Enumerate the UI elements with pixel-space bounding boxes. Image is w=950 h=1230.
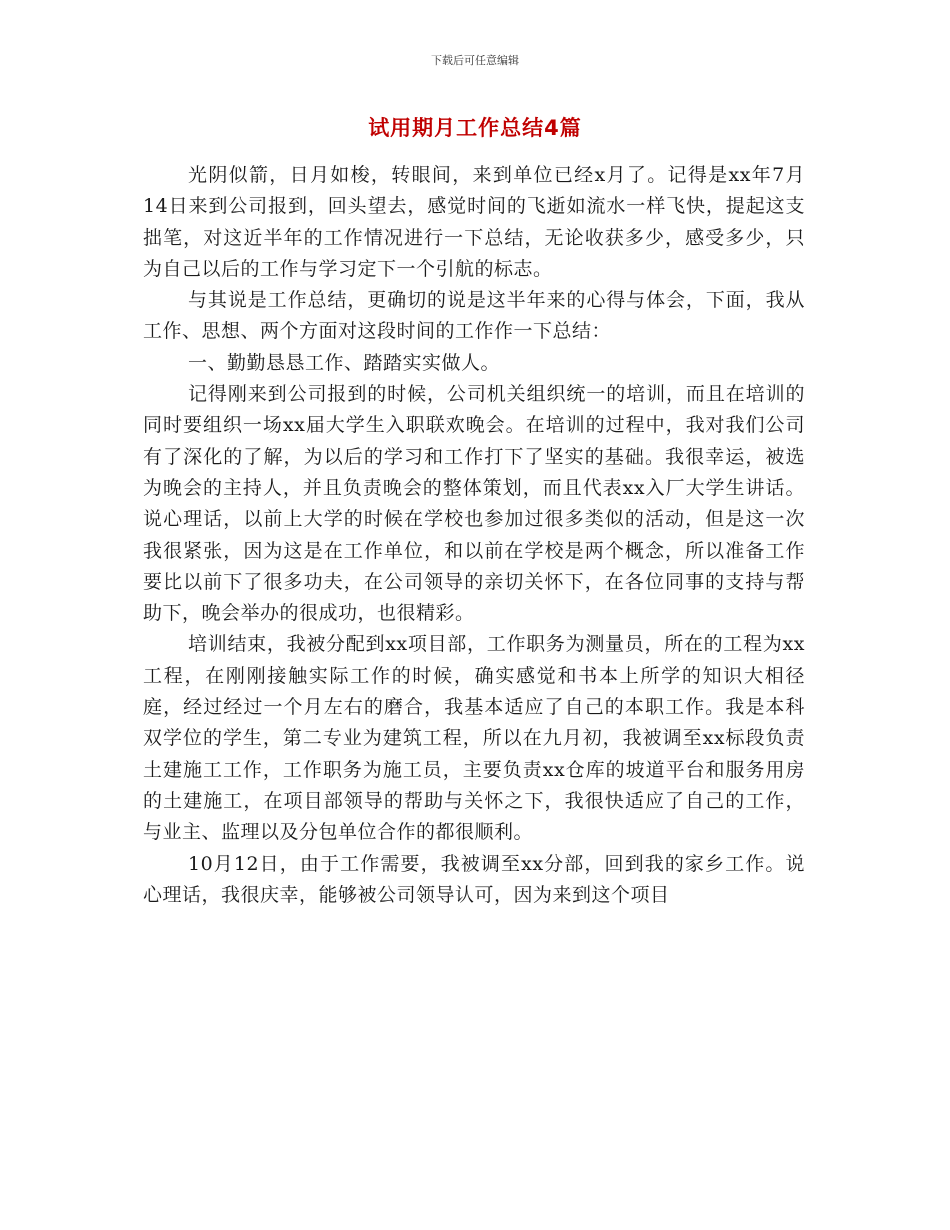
paragraph: 与其说是工作总结，更确切的说是这半年来的心得与体会，下面，我从工作、思想、两个方面对这段时间的工作作一下总结： [143,289,805,343]
paragraph: 培训结束，我被分配到xx项目部，工作职务为测量员，所在的工程为xx工程，在刚刚接触实际工作的时候，确实感觉和书本上所学的知识大相径庭，经过经过一个月左右的磨合，我基本适应了自己的本职工作。我是本科双学位的学生，第二专业为建筑工程，所以在九月初，我被调至xx标段负责土建施工工作，工作职务为施工员，主要负责xx仓库的坡道平台和服务用房的土建施工，在项目部领导的帮助与关怀之下，我很快适应了自己的工作，与业主、监理以及分包单位合作的都很顺利。 [143,633,805,844]
section-heading: 一、勤勤恳恳工作、踏踏实实做人。 [188,351,501,374]
paragraph: 10月12日，由于工作需要，我被调至xx分部，回到我的家乡工作。说心理话，我很庆幸，能够被公司领导认可，因为来到这个项目 [143,852,805,906]
document-title: 试用期月工作总结4篇 [368,116,582,140]
document-body [143,160,805,911]
paragraph: 记得刚来到公司报到的时候，公司机关组织统一的培训，而且在培训的同时要组织一场xx届大学生入职联欢晚会。在培训的过程中，我对我们公司有了深化的了解，为以后的学习和工作打下了坚实的基础。我很幸运，被选为晚会的主持人，并且负责晚会的整体策划，而且代表xx入厂大学生讲话。说心理话，以前上大学的时候在学校也参加过很多类似的活动，但是这一次我很紧张，因为这是在工作单位，和以前在学校是两个概念，所以准备工作要比以前下了很多功夫，在公司领导的亲切关怀下，在各位同事的支持与帮助下，晚会举办的很成功，也很精彩。 [143,383,805,625]
header-note: 下载后可任意编辑 [431,54,519,67]
paragraph: 光阴似箭，日月如梭，转眼间，来到单位已经x月了。记得是xx年7月14日来到公司报到，回头望去，感觉时间的飞逝如流水一样飞快，提起这支拙笔，对这近半年的工作情况进行一下总结，无论收获多少，感受多少，只为自己以后的工作与学习定下一个引航的标志。 [143,164,805,280]
